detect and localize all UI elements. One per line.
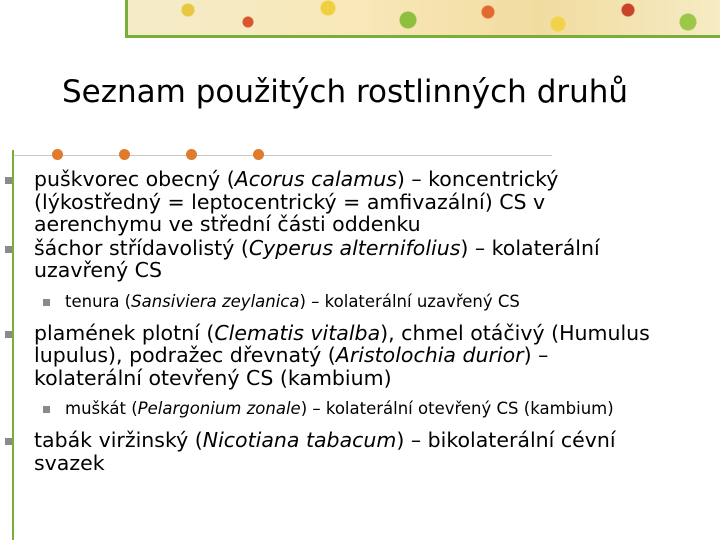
species-latin-name: Nicotiana tabacum	[202, 428, 397, 452]
bullet-item	[0, 168, 654, 236]
species-latin-name: Clematis vitalba	[214, 320, 381, 345]
bullet-list	[0, 168, 720, 475]
divider-dot	[186, 149, 197, 160]
bullet-item	[0, 322, 654, 390]
bullet-item	[0, 429, 654, 474]
species-latin-name: Acorus calamus	[234, 167, 397, 191]
item-text: ) – kolaterální uzavřený CS	[34, 235, 600, 282]
item-text: tenura (	[65, 291, 132, 311]
species-latin-name: Sansiviera zeylanica	[131, 291, 300, 311]
item-text: tabák viržinský (	[34, 428, 203, 452]
divider-dot	[52, 149, 63, 160]
item-text: muškát (	[65, 399, 138, 418]
bullet-square-icon	[5, 438, 12, 445]
species-latin-name: Pelargonium zonale	[137, 399, 301, 418]
bullet-square-icon	[5, 331, 12, 338]
slide-title: Seznam použitých rostlinných druhů	[62, 74, 629, 110]
bullet-square-icon	[5, 246, 12, 253]
species-latin-name: Aristolochia durior	[335, 343, 524, 367]
item-text: ) – kolaterální otevřený CS (kambium)	[34, 343, 549, 390]
item-text: ) – kolaterální otevřený CS (kambium)	[300, 399, 614, 418]
sub-bullet-item	[0, 399, 720, 419]
item-text: ), chmel otáčivý (Humulus lupulus), podražec dřevnatý (	[34, 320, 650, 367]
bullet-square-icon	[43, 299, 50, 306]
item-text: plamének plotní (	[34, 320, 215, 345]
divider-dot	[119, 149, 130, 160]
bullet-item	[0, 237, 654, 282]
species-latin-name: Cyperus alternifolius	[248, 235, 461, 260]
title-divider	[14, 155, 552, 156]
header-floral-banner	[125, 0, 720, 38]
item-text: šáchor střídavolistý (	[34, 235, 249, 260]
item-text: puškvorec obecný (	[34, 167, 235, 191]
item-text: ) – bikolaterální cévní svazek	[34, 428, 616, 475]
divider-dot	[253, 149, 264, 160]
item-text: ) – kolaterální uzavřený CS	[299, 291, 520, 311]
sub-bullet-item	[0, 292, 720, 312]
bullet-square-icon	[43, 406, 50, 413]
bullet-square-icon	[5, 177, 12, 184]
item-text: ) – koncentrický (lýkostředný = leptocentrický = amfivazální) CS v aerenchymu ve střední části oddenku	[34, 167, 559, 236]
